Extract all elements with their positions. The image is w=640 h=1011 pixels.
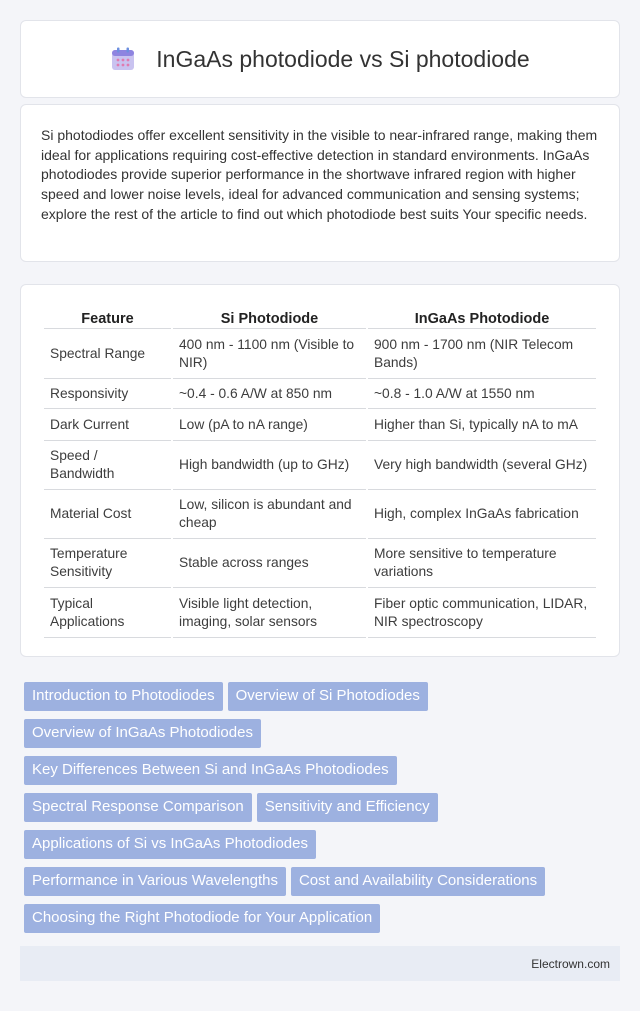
table-cell: High bandwidth (up to GHz) — [173, 441, 366, 490]
tag-link[interactable]: Applications of Si vs InGaAs Photodiodes — [24, 830, 316, 859]
table-cell: 900 nm - 1700 nm (NIR Telecom Bands) — [368, 329, 596, 379]
tag-link[interactable]: Choosing the Right Photodiode for Your Application — [24, 904, 380, 933]
table-cell: High, complex InGaAs fabrication — [368, 490, 596, 539]
tag-link[interactable]: Overview of InGaAs Photodiodes — [24, 719, 261, 748]
table-cell: Low (pA to nA range) — [173, 409, 366, 441]
table-cell: Temperature Sensitivity — [44, 539, 171, 588]
table-row — [44, 490, 596, 539]
tag-link[interactable]: Cost and Availability Considerations — [291, 867, 545, 896]
table-cell: Typical Applications — [44, 588, 171, 638]
intro-paragraph: Si photodiodes offer excellent sensitivity in the visible to near-infrared range, making them ideal for applications requiring cost-effective detection in standard environments. InGaAs photodiodes provide superior performance in the shortwave infrared region with higher speed and lower noise levels, ideal for advanced communication and sensing systems; explore the rest of the article to find out which photodiode best suits Your specific needs. — [41, 127, 598, 222]
table-cell: Very high bandwidth (several GHz) — [368, 441, 596, 490]
table-header-row — [44, 305, 596, 329]
table-cell: More sensitive to temperature variations — [368, 539, 596, 588]
tag-link[interactable]: Key Differences Between Si and InGaAs Photodiodes — [24, 756, 397, 785]
table-cell: Low, silicon is abundant and cheap — [173, 490, 366, 539]
table-cell: Fiber optic communication, LIDAR, NIR spectroscopy — [368, 588, 596, 638]
table-cell: Higher than Si, typically nA to mA — [368, 409, 596, 441]
column-header: Feature — [44, 305, 171, 329]
comparison-table — [42, 305, 598, 638]
tag-link[interactable]: Sensitivity and Efficiency — [257, 793, 438, 822]
footer-brand[interactable]: Electrown.com — [531, 956, 610, 971]
title-card — [20, 20, 620, 98]
table-cell: Visible light detection, imaging, solar sensors — [173, 588, 366, 638]
table-cell: ~0.4 - 0.6 A/W at 850 nm — [173, 379, 366, 409]
tag-link[interactable]: Performance in Various Wavelengths — [24, 867, 286, 896]
footer — [20, 946, 620, 981]
tag-link[interactable]: Introduction to Photodiodes — [24, 682, 223, 711]
intro-card — [20, 104, 620, 262]
column-header: Si Photodiode — [173, 305, 366, 329]
table-cell: Material Cost — [44, 490, 171, 539]
table-cell: 400 nm - 1100 nm (Visible to NIR) — [173, 329, 366, 379]
tag-link[interactable]: Spectral Response Comparison — [24, 793, 252, 822]
table-cell: ~0.8 - 1.0 A/W at 1550 nm — [368, 379, 596, 409]
comparison-table-card — [20, 284, 620, 657]
table-cell: Spectral Range — [44, 329, 171, 379]
column-header: InGaAs Photodiode — [368, 305, 596, 329]
table-row — [44, 329, 596, 379]
table-row — [44, 379, 596, 409]
table-cell: Dark Current — [44, 409, 171, 441]
tag-link[interactable]: Overview of Si Photodiodes — [228, 682, 428, 711]
table-row — [44, 441, 596, 490]
calendar-icon — [110, 46, 136, 72]
table-cell: Responsivity — [44, 379, 171, 409]
table-row — [44, 588, 596, 638]
table-row — [44, 409, 596, 441]
page-title: InGaAs photodiode vs Si photodiode — [156, 45, 530, 72]
topic-tags — [24, 682, 600, 941]
table-cell: Speed / Bandwidth — [44, 441, 171, 490]
table-row — [44, 539, 596, 588]
table-cell: Stable across ranges — [173, 539, 366, 588]
